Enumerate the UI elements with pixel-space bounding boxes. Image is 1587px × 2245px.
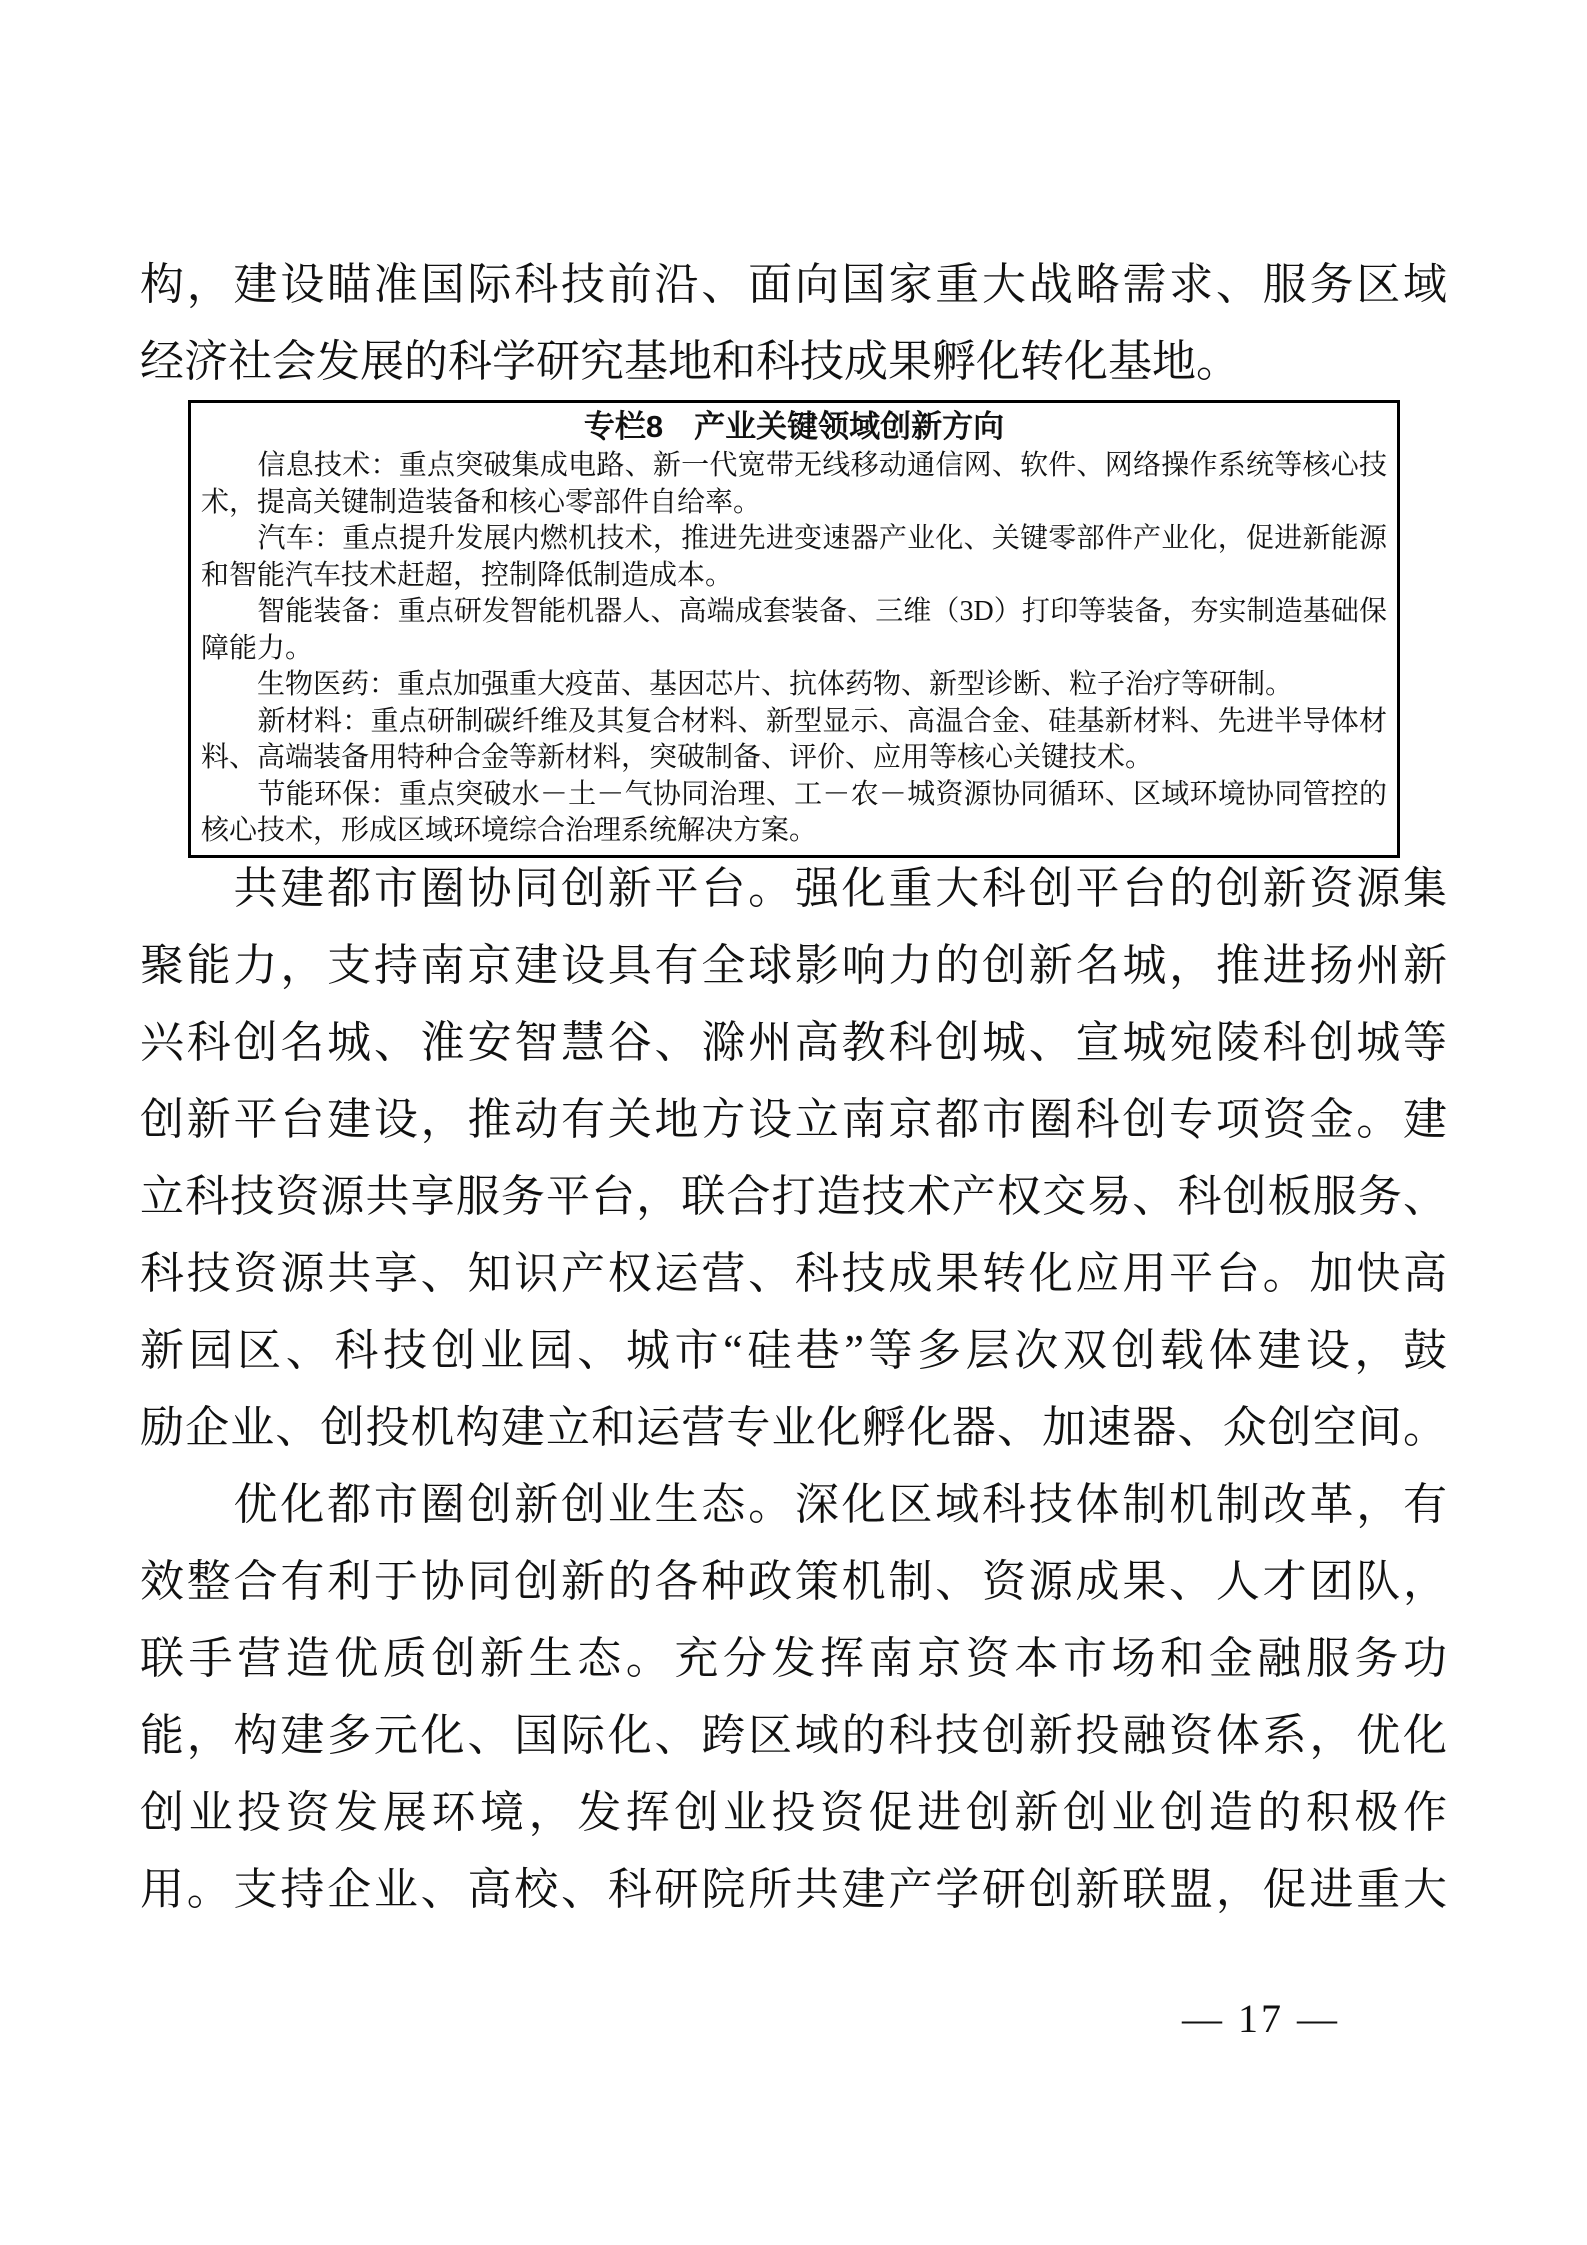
text-line: 汽车：重点提升发展内燃机技术，推进先进变速器产业化、关键零部件产业化，促进新能源: [201, 523, 1387, 554]
text-line: 励企业、创投机构建立和运营专业化孵化器、加速器、众创空间。: [140, 1403, 1447, 1452]
text-line: 和智能汽车技术赶超，控制降低制造成本。: [201, 559, 734, 591]
text-line: 能，构建多元化、国际化、跨区域的科技创新投融资体系，优化: [140, 1711, 1447, 1760]
text-line: 障能力。: [201, 632, 314, 664]
text-line: 生物医药：重点加强重大疫苗、基因芯片、抗体药物、新型诊断、粒子治疗等研制。: [201, 669, 1294, 700]
text-line: 聚能力，支持南京建设具有全球影响力的创新名城，推进扬州新: [140, 941, 1447, 990]
feature-box-title: 专栏8 产业关键领域创新方向: [583, 409, 1005, 444]
text-line: 节能环保：重点突破水－土－气协同治理、工－农－城资源协同循环、区域环境协同管控的: [201, 778, 1387, 810]
text-line: 信息技术：重点突破集成电路、新一代宽带无线移动通信网、软件、网络操作系统等核心技: [201, 450, 1387, 481]
text-line: 共建都市圈协同创新平台。强化重大科创平台的创新资源集: [140, 864, 1447, 913]
text-line: 新园区、科技创业园、城市“硅巷”等多层次双创载体建设，鼓: [140, 1326, 1447, 1375]
text-line: 创新平台建设，推动有关地方设立南京都市圈科创专项资金。建: [140, 1095, 1447, 1144]
body-paragraphs: [140, 850, 1447, 1928]
page-number: — 17 —: [1182, 1996, 1340, 2041]
page-footer: [140, 1995, 1340, 2042]
feature-box-column-8: [188, 400, 1400, 858]
text-line: 核心技术，形成区域环境综合治理系统解决方案。: [201, 815, 818, 846]
text-line: 立科技资源共享服务平台，联合打造技术产权交易、科创板服务、: [140, 1172, 1447, 1221]
intro-paragraph: [140, 246, 1447, 400]
text-line: 效整合有利于协同创新的各种政策机制、资源成果、人才团队，: [140, 1557, 1447, 1606]
text-line: 优化都市圈创新创业生态。深化区域科技体制机制改革，有: [140, 1480, 1447, 1529]
text-line: 术，提高关键制造装备和核心零部件自给率。: [201, 486, 762, 518]
text-line: 科技资源共享、知识产权运营、科技成果转化应用平台。加快高: [140, 1249, 1447, 1298]
text-line: 构，建设瞄准国际科技前沿、面向国家重大战略需求、服务区域: [140, 260, 1447, 309]
text-line: 智能装备：重点研发智能机器人、高端成套装备、三维（3D）打印等装备，夯实制造基础保: [201, 596, 1387, 627]
text-line: 联手营造优质创新生态。充分发挥南京资本市场和金融服务功: [140, 1634, 1447, 1683]
text-line: 兴科创名城、淮安智慧谷、滁州高教科创城、宣城宛陵科创城等: [140, 1018, 1447, 1067]
text-line: 料、高端装备用特种合金等新材料，突破制备、评价、应用等核心关键技术。: [201, 742, 1154, 773]
text-line: 用。支持企业、高校、科研院所共建产学研创新联盟，促进重大: [140, 1865, 1447, 1914]
feature-box-body: [201, 448, 1387, 850]
text-line: 创业投资发展环境，发挥创业投资促进创新创业创造的积极作: [140, 1788, 1447, 1837]
text-line: 新材料：重点研制碳纤维及其复合材料、新型显示、高温合金、硅基新材料、先进半导体材: [201, 705, 1387, 737]
text-line: 经济社会发展的科学研究基地和科技成果孵化转化基地。: [140, 337, 1240, 386]
